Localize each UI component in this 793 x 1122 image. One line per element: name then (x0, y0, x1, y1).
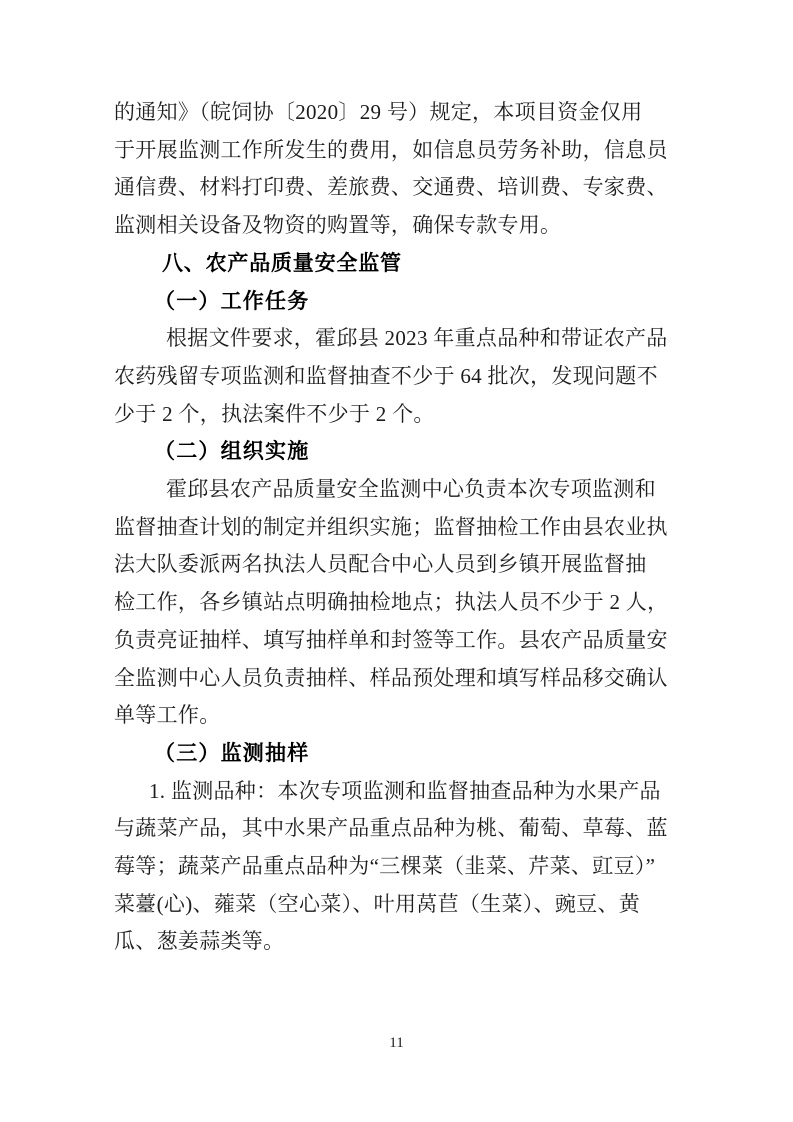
sub-heading: （一）工作任务 (154, 288, 310, 313)
sub-heading: （二）组织实施 (154, 439, 310, 464)
paragraph (114, 773, 680, 962)
text-line: 少于 2 个，执法案件不少于 2 个。 (114, 401, 435, 426)
text-line: 瓜、葱姜蒜类等。 (114, 929, 285, 954)
sub-heading: （三）监测抽样 (154, 740, 310, 765)
document-body (114, 94, 680, 961)
page-number: 11 (389, 1035, 404, 1051)
text-line: 单等工作。 (114, 703, 221, 728)
text-line: 全监测中心人员负责抽样、样品预处理和填写样品移交确认 (114, 665, 668, 690)
text-line: 通信费、材料打印费、差旅费、交通费、培训费、专家费、 (114, 175, 668, 200)
text-line: 法大队委派两名执法人员配合中心人员到乡镇开展监督抽 (114, 552, 647, 577)
text-line: 霍邱县农产品质量安全监测中心负责本次专项监测和 (166, 477, 656, 502)
text-line: 于开展监测工作所发生的费用，如信息员劳务补助，信息员 (114, 137, 668, 162)
text-line: 的通知》（皖饲协〔2020〕29 号）规定，本项目资金仅用 (114, 100, 643, 124)
text-line: 农药残留专项监测和监督抽查不少于 64 批次，发现问题不 (114, 363, 658, 388)
text-line: 检工作，各乡镇站点明确抽检地点；执法人员不少于 2 人， (114, 590, 669, 615)
text-line: 监督抽查计划的制定并组织实施；监督抽检工作由县农业执 (114, 514, 668, 539)
text-line: 莓等；蔬菜产品重点品种为“三棵菜（韭菜、芹菜、豇豆）” (114, 854, 656, 879)
text-line: 监测相关设备及物资的购置等，确保专款专用。 (114, 213, 562, 238)
text-line: 负责亮证抽样、填写抽样单和封签等工作。县农产品质量安 (114, 627, 668, 652)
text-line: 1. 监测品种：本次专项监测和监督抽查品种为水果产品 (149, 778, 661, 803)
section-heading: 八、农产品质量安全监管 (162, 251, 402, 275)
paragraph (114, 94, 680, 245)
text-line: 与蔬菜产品，其中水果产品重点品种为桃、葡萄、草莓、蓝 (114, 816, 668, 841)
paragraph (114, 320, 680, 433)
text-line: 根据文件要求，霍邱县 2023 年重点品种和带证农产品 (166, 326, 668, 351)
paragraph (114, 471, 680, 735)
text-line: 菜薹(心)、蕹菜（空心菜）、叶用莴苣（生菜）、豌豆、黄 (114, 891, 641, 916)
